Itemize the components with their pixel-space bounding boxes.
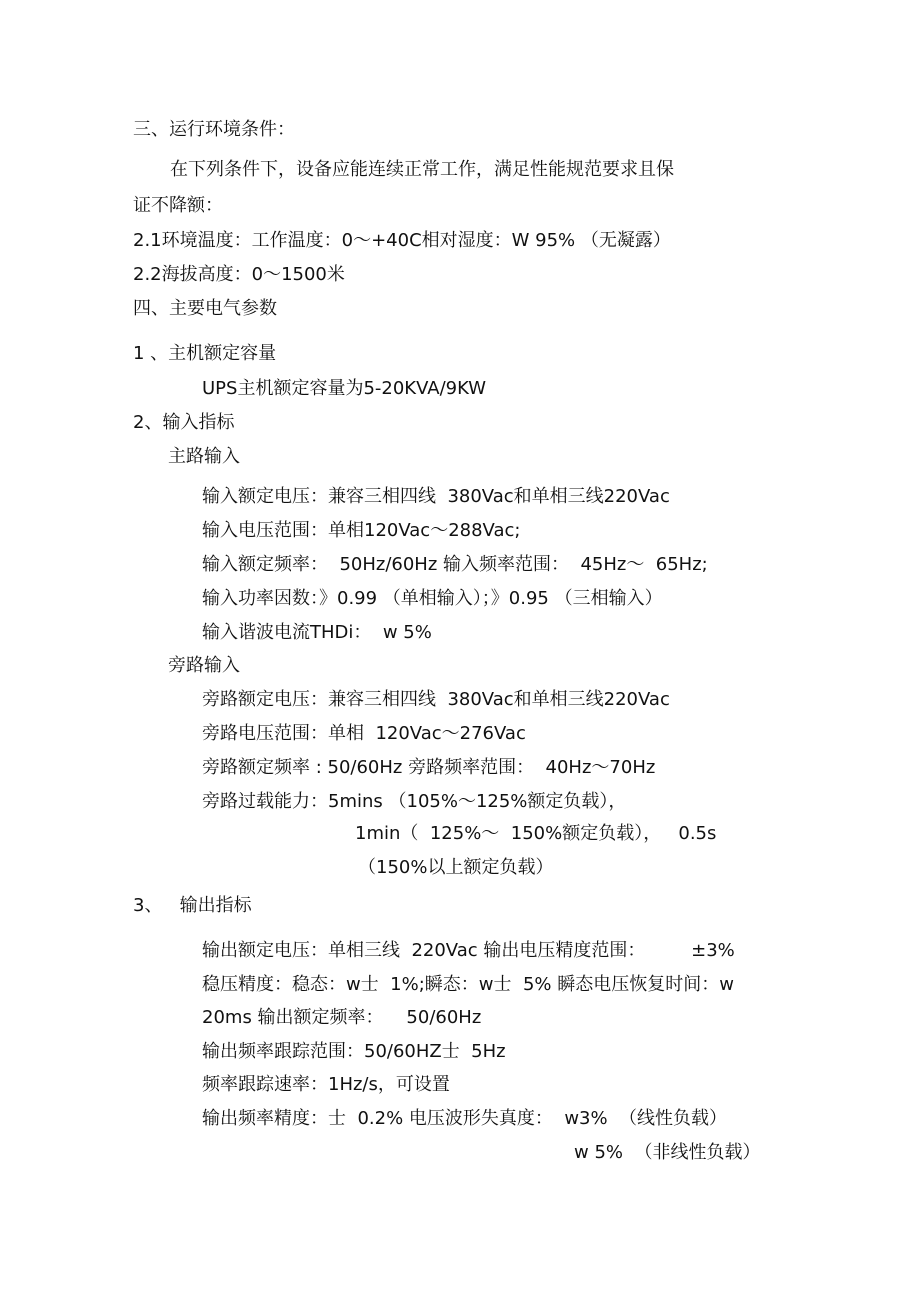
bypass-input-line: 旁路额定频率 : 50/60Hz 旁路频率范围： 40Hz～70Hz xyxy=(202,757,656,778)
bypass-overload-line-3: （150%以上额定负载） xyxy=(358,857,554,878)
output-line: 输出额定电压：单相三线 220Vac 输出电压精度范围： ±3% xyxy=(202,940,735,961)
capacity-heading: 1 、主机额定容量 xyxy=(133,343,277,364)
env-heading: 三、运行环境条件： xyxy=(133,119,295,140)
env-altitude: 2.2海拔高度：0～1500米 xyxy=(133,264,345,285)
output-line: 输出频率跟踪范围：50/60HZ士 5Hz xyxy=(202,1041,506,1062)
output-last-line: w 5% （非线性负载） xyxy=(574,1142,761,1163)
bypass-input-line: 旁路电压范围：单相 120Vac～276Vac xyxy=(202,723,526,744)
output-line: 稳压精度：稳态：w士 1%;瞬态：w士 5% 瞬态电压恢复时间：w xyxy=(202,974,734,995)
bypass-overload-line-2: 1min（ 125%～ 150%额定负载）， 0.5s xyxy=(355,823,717,844)
env-intro-line-2: 证不降额： xyxy=(133,195,223,216)
bypass-input-line: 旁路额定电压：兼容三相四线 380Vac和单相三线220Vac xyxy=(202,689,670,710)
output-line: 频率跟踪速率：1Hz/s，可设置 xyxy=(202,1074,450,1095)
input-heading: 2、输入指标 xyxy=(133,412,235,433)
capacity-text: UPS主机额定容量为5-20KVA/9KW xyxy=(202,378,487,399)
main-input-line: 输入功率因数：》0.99 （单相输入）；》0.95 （三相输入） xyxy=(202,588,663,609)
output-line: 20ms 输出额定频率： 50/60Hz xyxy=(202,1007,482,1028)
env-intro-line-1: 在下列条件下，设备应能连续正常工作，满足性能规范要求且保 xyxy=(170,159,674,180)
main-input-heading: 主路输入 xyxy=(168,446,240,467)
bypass-input-line: 旁路过载能力：5mins （105%～125%额定负载）， xyxy=(202,791,627,812)
main-input-line: 输入谐波电流THDi： w 5% xyxy=(202,622,432,643)
bypass-input-heading: 旁路输入 xyxy=(168,655,240,676)
main-input-line: 输入额定频率： 50Hz/60Hz 输入频率范围： 45Hz～ 65Hz; xyxy=(202,554,708,575)
output-line: 输出频率精度：士 0.2% 电压波形失真度： w3% （线性负载） xyxy=(202,1108,728,1129)
env-temperature: 2.1环境温度：工作温度：0～+40C相对湿度：W 95% （无凝露） xyxy=(133,230,671,251)
main-input-line: 输入额定电压：兼容三相四线 380Vac和单相三线220Vac xyxy=(202,486,670,507)
main-input-line: 输入电压范围：单相120Vac～288Vac; xyxy=(202,520,521,541)
elec-heading: 四、主要电气参数 xyxy=(133,298,277,319)
output-heading: 3、 输出指标 xyxy=(133,895,252,916)
